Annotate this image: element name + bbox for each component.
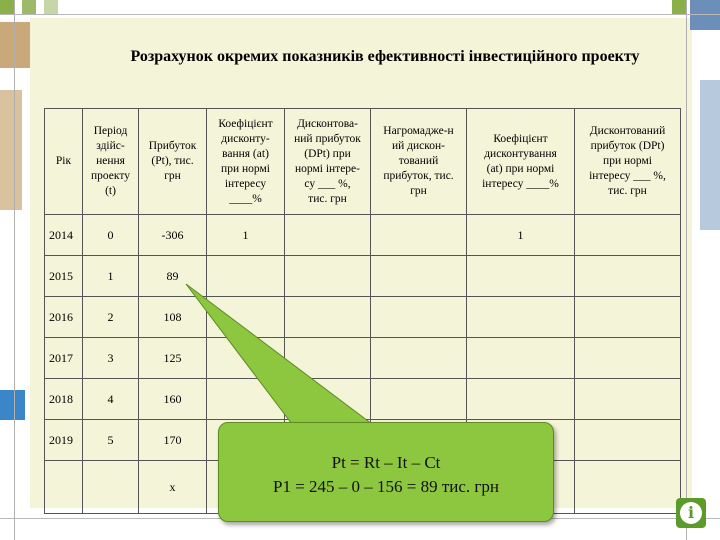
cell-period: 4 — [83, 379, 139, 420]
header-period: Період здійс- нення проекту (t) — [83, 109, 139, 215]
cell-period: 1 — [83, 256, 139, 297]
header-discount-coef-1: Коефіцієнт дисконту- вання (at) при нормі інтересу ____% — [207, 109, 285, 215]
cell-coef-1: 1 — [207, 215, 285, 256]
header-discounted-profit-2: Дисконтований прибуток (DPt) при нормі інтересу ___ %, тис. грн — [575, 109, 681, 215]
header-discounted-profit-1: Дисконтова- ний прибуток (DPt) при нормі інтере- су ___ %, тис. грн — [285, 109, 371, 215]
cell-coef-2: 1 — [467, 215, 575, 256]
info-button[interactable] — [676, 498, 706, 528]
cell-profit: 125 — [139, 338, 207, 379]
cell-period: 5 — [83, 420, 139, 461]
formula-callout — [218, 422, 554, 522]
page-title: Розрахунок окремих показників ефективності інвестиційного проекту — [130, 48, 640, 65]
header-cumulative-profit: Нагромадже-н ий дискон- тований прибуток, тис. грн — [371, 109, 467, 215]
header-discount-coef-2: Коефіцієнт дисконтування (at) при нормі інтересу ____% — [467, 109, 575, 215]
cell-profit: 170 — [139, 420, 207, 461]
cell-profit: -306 — [139, 215, 207, 256]
header-year: Рік — [45, 109, 83, 215]
formula-computed: P1 = 245 – 0 – 156 = 89 тис. грн — [272, 477, 500, 496]
cell-year: 2017 — [45, 338, 83, 379]
header-profit: Прибуток (Pt), тис. грн — [139, 109, 207, 215]
cell-profit: x — [139, 461, 207, 514]
cell-profit: 160 — [139, 379, 207, 420]
cell-period: 0 — [83, 215, 139, 256]
cell-year: 2015 — [45, 256, 83, 297]
cell-year: 2014 — [45, 215, 83, 256]
cell-profit: 108 — [139, 297, 207, 338]
info-icon: i — [680, 502, 702, 524]
cell-period: 3 — [83, 338, 139, 379]
formula-general: Pt = Rt – It – Ct — [331, 453, 441, 472]
cell-period: 2 — [83, 297, 139, 338]
cell-profit: 89 — [139, 256, 207, 297]
cell-year: 2018 — [45, 379, 83, 420]
cell-year: 2016 — [45, 297, 83, 338]
cell-year: 2019 — [45, 420, 83, 461]
